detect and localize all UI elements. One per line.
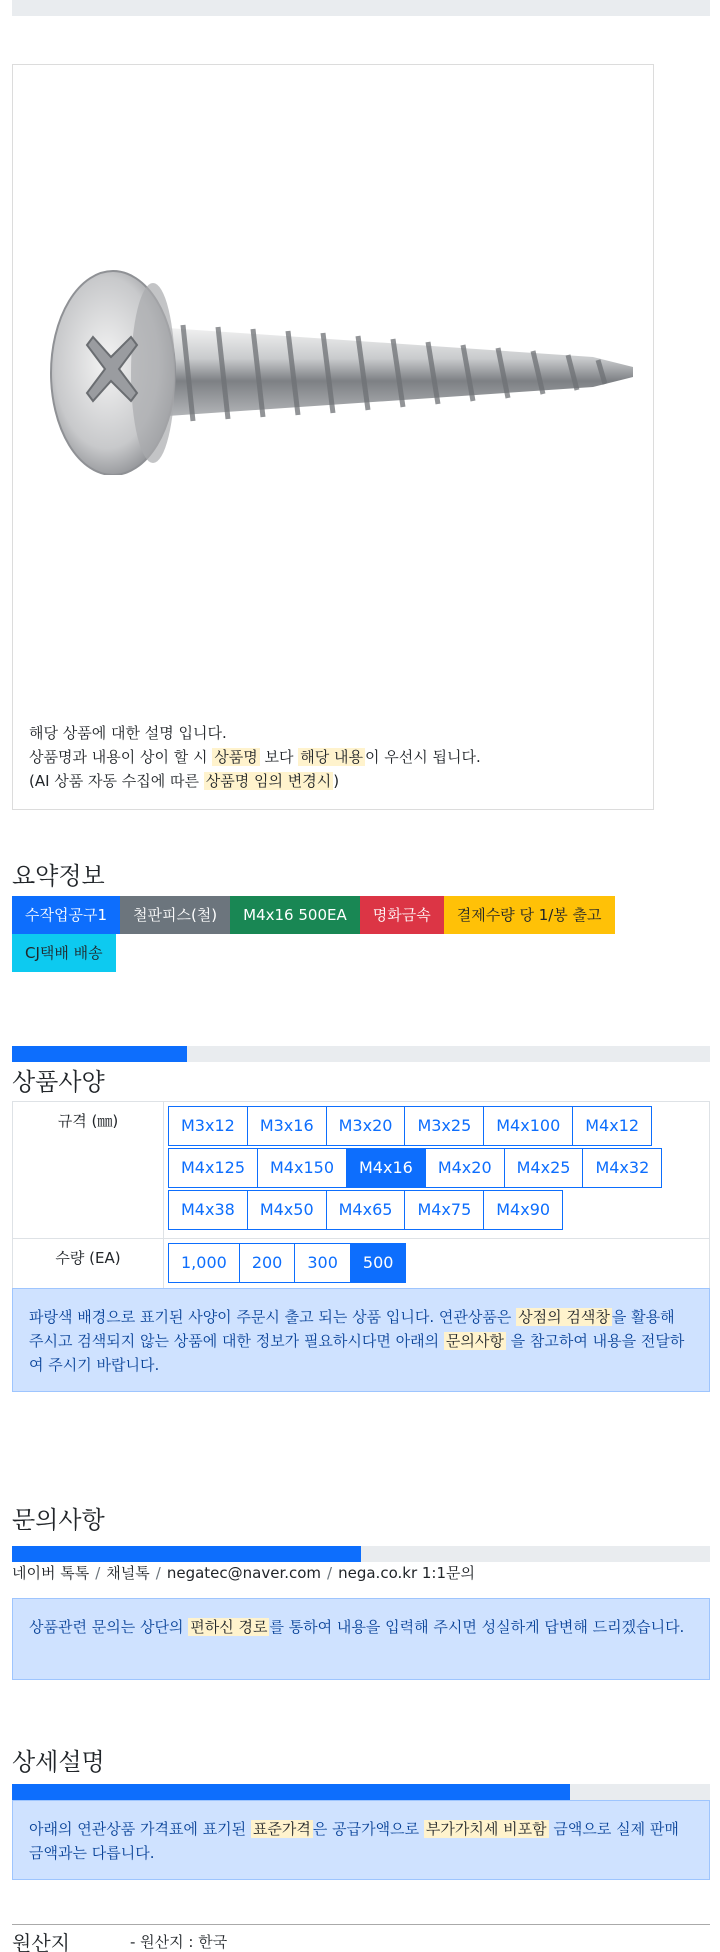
spec-progress-bar <box>12 1046 710 1062</box>
badge-row <box>12 896 652 934</box>
product-description <box>29 721 481 793</box>
size-option-button[interactable]: M4x32 <box>582 1148 662 1188</box>
text-segment: 은 공급가액으로 <box>312 1820 424 1838</box>
summary-badge: M4x16 500EA <box>230 896 360 934</box>
detail-progress-fill <box>12 1784 570 1800</box>
text-segment: ) <box>333 772 340 790</box>
size-option-button[interactable]: M4x25 <box>504 1148 584 1188</box>
size-option-button[interactable]: M4x38 <box>168 1190 248 1230</box>
origin-row <box>12 1924 710 1952</box>
detail-progress-bar <box>12 1784 710 1800</box>
size-option-button[interactable]: M4x65 <box>326 1190 406 1230</box>
highlight-text: 표준가격 <box>252 1820 311 1838</box>
separator: / <box>155 1564 161 1582</box>
highlight-text: 상점의 검색창 <box>518 1308 610 1326</box>
inquiry-progress-bar <box>12 1546 710 1562</box>
summary-badge: 수작업공구1 <box>12 896 120 934</box>
product-image <box>33 265 643 475</box>
qty-options <box>164 1239 709 1291</box>
qty-option-button[interactable]: 500 <box>350 1243 407 1283</box>
summary-badge: 결제수량 당 1/봉 출고 <box>444 896 615 934</box>
highlight-text: 상품명 <box>214 748 258 766</box>
text-segment: 파랑색 배경으로 표기된 사양이 주문시 출고 되는 상품 입니다. 연관상품은 <box>29 1308 517 1326</box>
size-option-button[interactable]: M4x16 <box>346 1148 426 1188</box>
badge-row <box>12 934 652 972</box>
size-option-button[interactable]: M4x50 <box>247 1190 327 1230</box>
spec-title: 상품사양 <box>12 1068 105 1096</box>
inquiry-title: 문의사항 <box>12 1506 105 1534</box>
summary-badge: CJ택배 배송 <box>12 934 116 972</box>
size-option-button[interactable]: M4x20 <box>425 1148 505 1188</box>
text-segment: 아래의 연관상품 가격표에 표기된 <box>29 1820 251 1838</box>
option-line <box>168 1243 705 1285</box>
contact-channel-link[interactable]: 네이버 톡톡 <box>12 1564 90 1582</box>
contact-channel-link[interactable]: 채널톡 <box>106 1564 150 1582</box>
size-option-button[interactable]: M4x100 <box>483 1106 573 1146</box>
origin-label: 원산지 <box>12 1931 70 1952</box>
separator: / <box>327 1564 333 1582</box>
summary-badge: 철판피스(철) <box>120 896 230 934</box>
highlight-text: 문의사항 <box>445 1332 504 1350</box>
top-progress-bar <box>12 0 710 16</box>
contact-channels <box>12 1562 475 1583</box>
text-segment: 이 우선시 됩니다. <box>364 748 481 766</box>
origin-value: - 원산지 : 한국 <box>130 1933 228 1951</box>
highlight-text: 해당 내용 <box>300 748 363 766</box>
size-option-button[interactable]: M4x75 <box>404 1190 484 1230</box>
spec-row-qty <box>13 1239 709 1291</box>
spec-progress-fill <box>12 1046 187 1062</box>
highlight-text: 상품명 임의 변경시 <box>205 772 332 790</box>
summary-badge: 명화금속 <box>360 896 444 934</box>
size-option-button[interactable]: M3x20 <box>326 1106 406 1146</box>
text-segment: 를 통하여 내용을 입력해 주시면 성실하게 답변해 드리겠습니다. <box>269 1618 685 1636</box>
detail-notice <box>12 1800 710 1880</box>
separator: / <box>95 1564 101 1582</box>
text-segment: 상품관련 문의는 상단의 <box>29 1618 189 1636</box>
qty-option-button[interactable]: 300 <box>294 1243 351 1283</box>
description-line <box>29 745 481 769</box>
size-option-button[interactable]: M3x25 <box>404 1106 484 1146</box>
size-option-button[interactable]: M3x16 <box>247 1106 327 1146</box>
text-segment: 을 활용해 주시고 검색되지 않는 상품에 대한 정보가 필요하시다면 아래의 <box>29 1308 675 1350</box>
size-label: 규격 (㎜) <box>13 1102 164 1238</box>
inquiry-notice <box>12 1598 710 1680</box>
option-line <box>168 1190 705 1232</box>
spec-notice <box>12 1288 710 1392</box>
summary-badges <box>12 896 652 972</box>
size-option-button[interactable]: M3x12 <box>168 1106 248 1146</box>
size-options <box>164 1102 709 1238</box>
text-segment: (AI 상품 자동 수집에 따른 <box>29 772 204 790</box>
highlight-text: 편하신 경로 <box>190 1618 268 1636</box>
highlight-text: 부가가치세 비포함 <box>425 1820 547 1838</box>
size-option-button[interactable]: M4x12 <box>572 1106 652 1146</box>
option-line <box>168 1148 705 1190</box>
detail-title: 상세설명 <box>12 1748 105 1776</box>
contact-channel-link[interactable]: nega.co.kr 1:1문의 <box>338 1564 475 1582</box>
description-line <box>29 721 481 745</box>
size-option-button[interactable]: M4x125 <box>168 1148 258 1188</box>
qty-option-button[interactable]: 1,000 <box>168 1243 240 1283</box>
qty-label: 수량 (EA) <box>13 1239 164 1291</box>
spec-table <box>12 1101 710 1292</box>
product-card <box>12 64 654 810</box>
contact-channel-link[interactable]: negatec@naver.com <box>166 1564 322 1582</box>
inquiry-progress-fill <box>12 1546 361 1562</box>
qty-option-button[interactable]: 200 <box>239 1243 296 1283</box>
text-segment: 금액으로 실제 판매금액과는 다릅니다. <box>29 1820 679 1862</box>
text-segment: 해당 상품에 대한 설명 입니다. <box>29 724 227 742</box>
text-segment: 을 참고하여 내용을 전달하여 주시기 바랍니다. <box>29 1332 685 1374</box>
text-segment: 상품명과 내용이 상이 할 시 <box>29 748 213 766</box>
description-line <box>29 769 481 793</box>
spec-row-size <box>13 1102 709 1239</box>
summary-title: 요약정보 <box>12 862 105 890</box>
size-option-button[interactable]: M4x90 <box>483 1190 563 1230</box>
size-option-button[interactable]: M4x150 <box>257 1148 347 1188</box>
option-line <box>168 1106 705 1148</box>
text-segment: 보다 <box>259 748 299 766</box>
